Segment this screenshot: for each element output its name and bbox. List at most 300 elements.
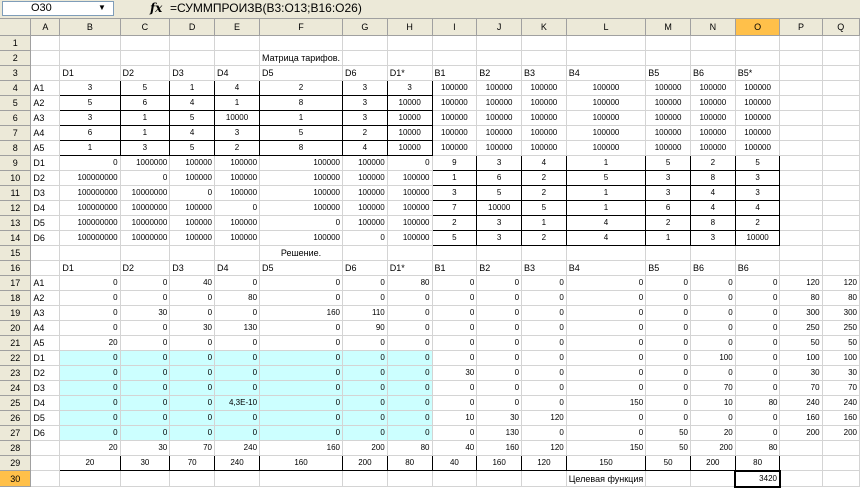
column-header-i[interactable]: I [432, 19, 477, 35]
cell[interactable] [31, 440, 60, 455]
cell[interactable]: 0 [477, 305, 522, 320]
row-header-30[interactable]: 30 [0, 471, 31, 487]
cell[interactable]: 3 [120, 140, 170, 155]
cell[interactable]: 10000 [387, 110, 432, 125]
cell[interactable]: 80 [735, 395, 780, 410]
row-header-2[interactable]: 2 [0, 50, 31, 65]
cell[interactable]: 0 [735, 410, 780, 425]
cell[interactable]: 100000 [646, 125, 691, 140]
cell[interactable]: 250 [822, 320, 859, 335]
row-header-6[interactable]: 6 [0, 110, 31, 125]
cell[interactable] [735, 50, 780, 65]
cell[interactable]: 8 [690, 170, 735, 185]
cell[interactable]: 1 [646, 230, 691, 245]
cell[interactable]: 100000 [343, 170, 388, 185]
cell[interactable]: 3 [343, 80, 388, 95]
cell[interactable]: 100000 [477, 80, 522, 95]
cell[interactable]: D1 [31, 350, 60, 365]
cell[interactable] [822, 170, 859, 185]
row-header-21[interactable]: 21 [0, 335, 31, 350]
cell[interactable]: 3 [735, 185, 780, 200]
cell[interactable]: 0 [120, 365, 170, 380]
cell[interactable]: D3 [31, 185, 60, 200]
cell[interactable]: 10000000 [120, 200, 170, 215]
cell[interactable] [780, 440, 822, 455]
cell[interactable] [690, 245, 735, 260]
cell[interactable]: 160 [260, 455, 343, 471]
cell[interactable] [780, 215, 822, 230]
cell[interactable] [780, 200, 822, 215]
cell[interactable]: 0 [387, 320, 432, 335]
column-header-h[interactable]: H [387, 19, 432, 35]
cell[interactable]: 0 [566, 275, 645, 290]
row-header-7[interactable]: 7 [0, 125, 31, 140]
cell[interactable]: 3 [60, 80, 120, 95]
cell[interactable]: D2 [31, 170, 60, 185]
cell[interactable]: 40 [432, 440, 477, 455]
cell[interactable]: 100000 [170, 155, 215, 170]
cell[interactable] [343, 35, 388, 50]
column-header-c[interactable]: C [120, 19, 170, 35]
cell[interactable]: D5 [31, 215, 60, 230]
cell[interactable]: 0 [260, 410, 343, 425]
cell[interactable] [780, 80, 822, 95]
cell[interactable]: 4 [566, 215, 645, 230]
cell[interactable]: 80 [215, 290, 260, 305]
cell[interactable]: 3 [343, 110, 388, 125]
cell[interactable] [822, 125, 859, 140]
cell[interactable]: 120 [822, 275, 859, 290]
cell[interactable]: 0 [170, 305, 215, 320]
cell[interactable]: B3 [522, 260, 567, 275]
cell[interactable]: 0 [522, 275, 567, 290]
cell[interactable]: D4 [215, 65, 260, 80]
cell[interactable] [780, 185, 822, 200]
cell[interactable]: 0 [735, 425, 780, 440]
cell[interactable]: 0 [343, 350, 388, 365]
cell[interactable]: 0 [260, 380, 343, 395]
cell[interactable] [120, 50, 170, 65]
cell[interactable]: 30 [120, 305, 170, 320]
cell[interactable]: 0 [260, 290, 343, 305]
cell[interactable]: 0 [646, 305, 691, 320]
cell[interactable]: 0 [60, 305, 120, 320]
cell[interactable]: 8 [690, 215, 735, 230]
cell[interactable]: 0 [170, 365, 215, 380]
cell[interactable]: 80 [387, 275, 432, 290]
cell[interactable]: 160 [477, 455, 522, 471]
cell[interactable]: 6 [60, 125, 120, 140]
cell[interactable] [215, 35, 260, 50]
cell[interactable]: 5 [432, 230, 477, 245]
cell[interactable]: 100000 [432, 110, 477, 125]
cell[interactable]: D5 [260, 65, 343, 80]
cell[interactable]: 0 [566, 350, 645, 365]
cell[interactable]: 200 [343, 455, 388, 471]
cell[interactable] [432, 35, 477, 50]
cell[interactable]: A5 [31, 140, 60, 155]
cell[interactable]: 0 [215, 425, 260, 440]
cell[interactable]: 0 [566, 290, 645, 305]
cell[interactable]: 0 [646, 320, 691, 335]
cell[interactable]: 90 [343, 320, 388, 335]
cell[interactable] [60, 245, 120, 260]
cell[interactable]: 0 [735, 335, 780, 350]
cell[interactable]: 1 [432, 170, 477, 185]
cell[interactable] [170, 50, 215, 65]
cell[interactable]: 10000000 [120, 185, 170, 200]
cell[interactable]: 4 [690, 185, 735, 200]
cell[interactable]: D3 [170, 65, 215, 80]
cell[interactable] [822, 155, 859, 170]
cell[interactable]: 0 [343, 275, 388, 290]
cell[interactable]: 120 [522, 440, 567, 455]
column-header-g[interactable]: G [343, 19, 388, 35]
cell[interactable]: 100000 [522, 95, 567, 110]
column-header-e[interactable]: E [215, 19, 260, 35]
row-header-8[interactable]: 8 [0, 140, 31, 155]
cell[interactable]: 0 [477, 290, 522, 305]
cell[interactable] [690, 35, 735, 50]
cell[interactable]: 100000 [522, 140, 567, 155]
cell[interactable]: 1 [522, 215, 567, 230]
cell[interactable]: 0 [215, 200, 260, 215]
cell[interactable]: B6 [690, 65, 735, 80]
cell[interactable]: 0 [735, 350, 780, 365]
cell[interactable]: 0 [566, 380, 645, 395]
cell[interactable]: 0 [432, 350, 477, 365]
cell[interactable] [822, 215, 859, 230]
cell[interactable]: 0 [387, 290, 432, 305]
cell[interactable]: 100 [690, 350, 735, 365]
section-title[interactable]: Решение. [260, 245, 343, 260]
cell[interactable]: 0 [735, 365, 780, 380]
cell[interactable]: 0 [522, 380, 567, 395]
cell[interactable]: 0 [432, 380, 477, 395]
cell[interactable]: 0 [477, 395, 522, 410]
cell[interactable] [432, 245, 477, 260]
cell[interactable] [387, 245, 432, 260]
row-header-4[interactable]: 4 [0, 80, 31, 95]
cell[interactable]: 70 [780, 380, 822, 395]
cell[interactable]: D4 [31, 395, 60, 410]
cell[interactable]: 0 [260, 320, 343, 335]
cell[interactable]: 100000 [646, 95, 691, 110]
row-header-11[interactable]: 11 [0, 185, 31, 200]
cell[interactable]: 0 [260, 215, 343, 230]
cell[interactable]: 120 [522, 410, 567, 425]
row-header-17[interactable]: 17 [0, 275, 31, 290]
cell[interactable]: 5 [477, 185, 522, 200]
cell[interactable]: 10 [690, 395, 735, 410]
cell[interactable]: A2 [31, 290, 60, 305]
row-header-15[interactable]: 15 [0, 245, 31, 260]
cell[interactable] [60, 50, 120, 65]
cell[interactable]: 0 [387, 350, 432, 365]
cell[interactable]: 0 [260, 395, 343, 410]
cell[interactable]: D2 [120, 65, 170, 80]
cell[interactable] [780, 471, 822, 487]
cell[interactable]: 100000 [477, 95, 522, 110]
column-header-d[interactable]: D [170, 19, 215, 35]
cell[interactable]: 6 [120, 95, 170, 110]
cell[interactable]: B6 [735, 260, 780, 275]
cell[interactable]: D6 [343, 65, 388, 80]
cell[interactable]: 30 [170, 320, 215, 335]
cell[interactable]: 120 [522, 455, 567, 471]
cell[interactable]: 120 [780, 275, 822, 290]
cell[interactable]: 100000 [646, 140, 691, 155]
cell[interactable]: 0 [170, 290, 215, 305]
cell[interactable] [780, 260, 822, 275]
cell[interactable]: 100000 [260, 185, 343, 200]
cell[interactable]: 160 [780, 410, 822, 425]
column-header-k[interactable]: K [522, 19, 567, 35]
cell[interactable]: 0 [60, 365, 120, 380]
cell[interactable]: B4 [566, 65, 645, 80]
cell[interactable]: 20 [60, 335, 120, 350]
select-all-corner[interactable] [0, 19, 31, 35]
cell[interactable]: 0 [343, 380, 388, 395]
row-header-13[interactable]: 13 [0, 215, 31, 230]
cell[interactable] [780, 125, 822, 140]
cell[interactable]: 2 [646, 215, 691, 230]
cell[interactable]: 5 [170, 110, 215, 125]
row-header-22[interactable]: 22 [0, 350, 31, 365]
cell[interactable] [822, 455, 859, 471]
cell[interactable]: 0 [215, 305, 260, 320]
cell[interactable]: A2 [31, 95, 60, 110]
cell[interactable]: 100000 [690, 125, 735, 140]
cell[interactable] [522, 471, 567, 487]
cell[interactable] [343, 471, 388, 487]
cell[interactable]: 0 [566, 365, 645, 380]
cell[interactable] [120, 35, 170, 50]
cell[interactable]: 8 [260, 140, 343, 155]
cell[interactable] [780, 170, 822, 185]
cell[interactable]: 100000 [387, 230, 432, 245]
cell[interactable]: 100000 [215, 185, 260, 200]
cell[interactable]: 0 [260, 350, 343, 365]
cell[interactable] [690, 471, 735, 487]
cell[interactable]: 4 [215, 80, 260, 95]
cell[interactable]: 5 [170, 140, 215, 155]
cell[interactable]: 70 [170, 440, 215, 455]
cell[interactable]: 2 [343, 125, 388, 140]
cell[interactable]: 100000000 [60, 200, 120, 215]
cell[interactable]: 100000 [432, 140, 477, 155]
cell[interactable]: 2 [522, 170, 567, 185]
cell[interactable]: 100000 [215, 170, 260, 185]
cell[interactable] [822, 260, 859, 275]
cell[interactable]: 100000 [432, 80, 477, 95]
row-header-12[interactable]: 12 [0, 200, 31, 215]
cell[interactable]: B4 [566, 260, 645, 275]
cell[interactable]: 100000 [215, 155, 260, 170]
cell[interactable]: 0 [690, 290, 735, 305]
cell[interactable]: 100000 [387, 215, 432, 230]
cell[interactable]: 100000 [690, 95, 735, 110]
cell[interactable]: 10000 [387, 95, 432, 110]
cell[interactable] [780, 245, 822, 260]
cell[interactable]: A1 [31, 275, 60, 290]
cell[interactable]: 3 [215, 125, 260, 140]
cell[interactable] [822, 65, 859, 80]
cell[interactable]: 0 [432, 320, 477, 335]
cell[interactable]: 30 [477, 410, 522, 425]
cell[interactable]: 0 [646, 290, 691, 305]
cell[interactable]: 0 [735, 380, 780, 395]
cell[interactable]: D6 [343, 260, 388, 275]
cell[interactable]: 0 [170, 185, 215, 200]
cell[interactable]: 1 [260, 110, 343, 125]
cell[interactable] [60, 35, 120, 50]
cell[interactable]: 0 [432, 395, 477, 410]
cell[interactable]: 0 [566, 335, 645, 350]
cell[interactable] [566, 245, 645, 260]
column-header-j[interactable]: J [477, 19, 522, 35]
cell[interactable]: 0 [566, 410, 645, 425]
cell[interactable]: 100000000 [60, 185, 120, 200]
cell[interactable]: 100000 [260, 230, 343, 245]
cell[interactable]: 100000 [387, 185, 432, 200]
cell[interactable] [522, 245, 567, 260]
cell[interactable]: 100 [822, 350, 859, 365]
cell[interactable] [477, 35, 522, 50]
cell[interactable]: 100000 [260, 200, 343, 215]
cell[interactable]: 100000 [260, 170, 343, 185]
cell[interactable]: 70 [170, 455, 215, 471]
cell[interactable] [646, 471, 691, 487]
cell[interactable]: 0 [60, 350, 120, 365]
cell[interactable]: 0 [387, 335, 432, 350]
cell[interactable]: B6 [690, 260, 735, 275]
cell[interactable]: 130 [477, 425, 522, 440]
cell[interactable]: 80 [780, 290, 822, 305]
cell[interactable]: 0 [522, 425, 567, 440]
cell[interactable]: 200 [690, 455, 735, 471]
cell[interactable]: 5 [735, 155, 780, 170]
cell[interactable]: 100000 [387, 200, 432, 215]
cell[interactable]: 0 [387, 410, 432, 425]
cell[interactable]: 0 [387, 155, 432, 170]
cell[interactable]: 4 [566, 230, 645, 245]
cell[interactable] [822, 95, 859, 110]
cell[interactable]: 100000 [215, 215, 260, 230]
cell[interactable] [566, 35, 645, 50]
cell[interactable] [780, 35, 822, 50]
cell[interactable]: 0 [120, 275, 170, 290]
cell[interactable]: 100000 [735, 110, 780, 125]
cell[interactable]: 3 [60, 110, 120, 125]
cell[interactable]: 0 [477, 365, 522, 380]
cell[interactable]: 80 [387, 455, 432, 471]
cell[interactable]: 0 [387, 305, 432, 320]
cell[interactable]: 5 [260, 125, 343, 140]
cell[interactable] [690, 50, 735, 65]
cell[interactable]: 2 [260, 80, 343, 95]
cell[interactable]: 100000 [735, 95, 780, 110]
cell[interactable]: 150 [566, 440, 645, 455]
cell[interactable]: 0 [690, 305, 735, 320]
cell[interactable]: 0 [120, 410, 170, 425]
cell[interactable]: 150 [566, 455, 645, 471]
cell[interactable]: 0 [215, 275, 260, 290]
row-header-3[interactable]: 3 [0, 65, 31, 80]
row-header-9[interactable]: 9 [0, 155, 31, 170]
cell[interactable]: 3 [477, 230, 522, 245]
cell[interactable]: A4 [31, 125, 60, 140]
cell[interactable] [822, 110, 859, 125]
cell[interactable]: 5 [120, 80, 170, 95]
cell[interactable]: 0 [646, 380, 691, 395]
cell[interactable]: 100000 [432, 95, 477, 110]
cell[interactable]: 160 [477, 440, 522, 455]
cell[interactable]: 20 [60, 440, 120, 455]
cell[interactable] [822, 230, 859, 245]
cell[interactable]: 100000 [432, 125, 477, 140]
cell[interactable]: 5 [646, 155, 691, 170]
cell[interactable]: 0 [477, 350, 522, 365]
cell[interactable]: 50 [780, 335, 822, 350]
cell[interactable]: 100000000 [60, 170, 120, 185]
cell[interactable] [780, 65, 822, 80]
cell[interactable]: D4 [31, 200, 60, 215]
cell[interactable]: 4 [690, 200, 735, 215]
cell[interactable]: 100000 [690, 80, 735, 95]
cell[interactable]: 4,3E-10 [215, 395, 260, 410]
cell[interactable]: 100000 [170, 170, 215, 185]
cell[interactable]: 100000 [343, 215, 388, 230]
cell[interactable]: 100000 [646, 110, 691, 125]
cell[interactable] [477, 50, 522, 65]
cell[interactable]: 0 [60, 410, 120, 425]
cell[interactable]: 6 [477, 170, 522, 185]
cell[interactable]: D5 [31, 410, 60, 425]
cell[interactable] [432, 50, 477, 65]
active-cell-o30[interactable]: 3420 [735, 471, 780, 487]
cell[interactable]: B5 [646, 65, 691, 80]
row-header-28[interactable]: 28 [0, 440, 31, 455]
cell[interactable]: 0 [60, 290, 120, 305]
cell[interactable] [522, 50, 567, 65]
cell[interactable]: B5* [735, 65, 780, 80]
cell[interactable] [780, 110, 822, 125]
cell[interactable]: 100000 [522, 110, 567, 125]
cell[interactable]: 2 [522, 185, 567, 200]
cell[interactable]: B1 [432, 65, 477, 80]
cell[interactable]: 240 [822, 395, 859, 410]
column-header-b[interactable]: B [60, 19, 120, 35]
cell[interactable]: 100 [780, 350, 822, 365]
cell[interactable]: D1 [60, 260, 120, 275]
cell[interactable]: 4 [170, 95, 215, 110]
cell[interactable]: 3 [343, 95, 388, 110]
cell[interactable]: 1 [60, 140, 120, 155]
cell[interactable]: 80 [735, 440, 780, 455]
cell[interactable]: 50 [646, 425, 691, 440]
cell[interactable] [822, 140, 859, 155]
cell[interactable] [822, 440, 859, 455]
cell[interactable] [822, 185, 859, 200]
cell[interactable]: 30 [120, 440, 170, 455]
cell[interactable]: 0 [646, 275, 691, 290]
column-header-l[interactable]: L [566, 19, 645, 35]
row-header-27[interactable]: 27 [0, 425, 31, 440]
cell[interactable] [477, 245, 522, 260]
row-header-18[interactable]: 18 [0, 290, 31, 305]
cell[interactable] [822, 471, 859, 487]
